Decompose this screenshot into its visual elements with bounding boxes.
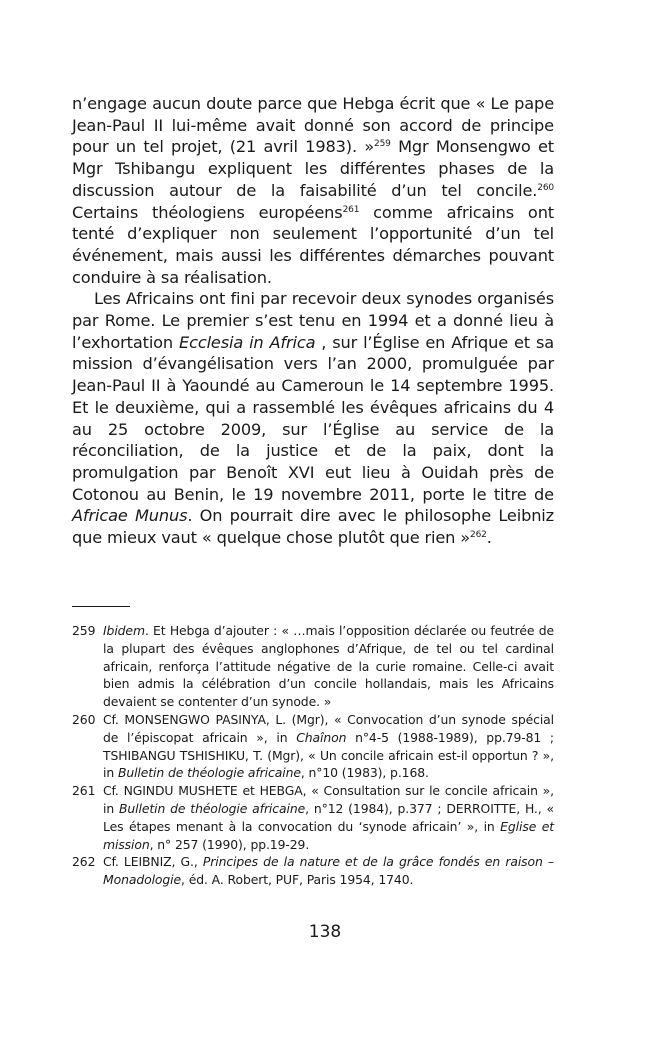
footnote-259: [72, 622, 554, 711]
page-number: 138: [308, 922, 342, 942]
italic-text: Bulletin de théologie africaine: [117, 765, 301, 781]
text-run: , n°10 (1983), p.168.: [300, 765, 429, 781]
text-run: Les Africains ont fini par recevoir deux synodes organisés par Rome. Le premier s’est tenu en 1994 et a donné lieu à l’exhortation: [72, 289, 554, 352]
footnote-ref: 260: [537, 182, 554, 193]
footnote-text: [103, 853, 554, 889]
text-run: , sur l’Église en Afrique et sa mission d’évangélisation vers l’an 2000, promulguée par Jean-Paul II à Yaoundé au Cameroun le 14 septembre 1995. Et le deuxième, qui a rassemblé les évêques africains du 4 au 25 octobre 2009, sur l’Église au service de la réconciliation, de la justice et de la paix, dont la promulgation par Benoît XVI eut lieu à Ouidah près de Cotonou au Benin, le 19 novembre 2011, porte le titre de: [72, 332, 554, 504]
footnote-number: 259: [72, 623, 96, 638]
footnote-separator: [72, 606, 130, 607]
footnote-260: [72, 711, 554, 782]
text-run: Cf. MONSENGWO PASINYA, L. (Mgr), « Convocation d’un synode spécial de l’épiscopat africain », in: [103, 711, 554, 745]
main-text: [72, 93, 554, 549]
text-run: . On pourrait dire avec le philosophe Leibniz que mieux vaut « quelque chose plutôt que rien »: [72, 506, 554, 548]
text-run: , n°12 (1984), p.377 ; DERROITTE, H., « Les étapes menant à la convocation du ‘synode africain’ », in: [103, 800, 554, 834]
text-run: Cf. NGINDU MUSHETE et HEBGA, « Consultation sur le concile africain », in: [103, 783, 554, 816]
footnote-text: [103, 711, 554, 782]
footnote-ref: 261: [342, 204, 360, 215]
footnote-262: [72, 853, 554, 889]
footnote-text: [103, 622, 554, 711]
text-run: , n° 257 (1990), pp.19-29.: [149, 836, 310, 852]
italic-text: Chaînon: [296, 729, 347, 745]
footnote-text: [103, 782, 554, 853]
italic-text: Ecclesia in Africa: [179, 332, 316, 352]
footnote-ref: 259: [374, 139, 391, 150]
text-run: n°4-5 (1988-1989), pp.79-81 ; TSHIBANGU TSHISHIKU, T. (Mgr), « Un concile africain est-il opportun ? », in: [103, 729, 554, 781]
footnote-261: [72, 782, 554, 853]
italic-text: Principes de la nature et de la grâce fondés en raison – Monadologie: [103, 854, 555, 888]
footnote-number: 262: [72, 854, 96, 870]
text-run: n’engage aucun doute parce que Hebga écrit que « Le pape Jean-Paul II lui-même avait donné son accord de principe pour un tel projet, (21 avril 1983). »: [72, 94, 554, 157]
text-run: comme africains ont tenté d’expliquer non seulement l’opportunité d’un tel événement, mais aussi les différentes démarches pouvant conduire à sa réalisation.: [72, 202, 554, 287]
italic-text: Africae Munus: [72, 506, 188, 526]
italic-text: Bulletin de théologie africaine: [119, 800, 306, 816]
italic-text: Eglise et mission: [103, 818, 555, 852]
text-run: . Et Hebga d’ajouter : « …mais l’opposition déclarée ou feutrée de la plupart des évêques anglophones d’Afrique, de tel ou tel cardinal africain, renforça l’attitude négative de la curie romaine. Celle-ci avait bien admis la célébration d’un concile hollandais, mais les Africains devaient se contenter d’un synode. »: [103, 623, 554, 710]
paragraph-2: [72, 288, 554, 548]
text-run: , éd. A. Robert, PUF, Paris 1954, 1740.: [181, 872, 414, 888]
italic-text: Ibidem: [103, 623, 145, 638]
footnote-ref: 262: [470, 530, 487, 541]
text-run: Cf. LEIBNIZ, G.,: [103, 854, 203, 870]
paragraph-1: [72, 93, 554, 288]
footnote-number: 260: [72, 711, 96, 727]
text-run: Mgr Monsengwo et Mgr Tshibangu expliquent les différentes phases de la discussion autour de la faisabilité d’un tel concile.: [72, 137, 554, 200]
text-run: .: [486, 528, 492, 548]
text-run: Certains théologiens européens: [72, 202, 343, 222]
footnotes: [72, 622, 554, 889]
footnote-number: 261: [72, 783, 96, 799]
